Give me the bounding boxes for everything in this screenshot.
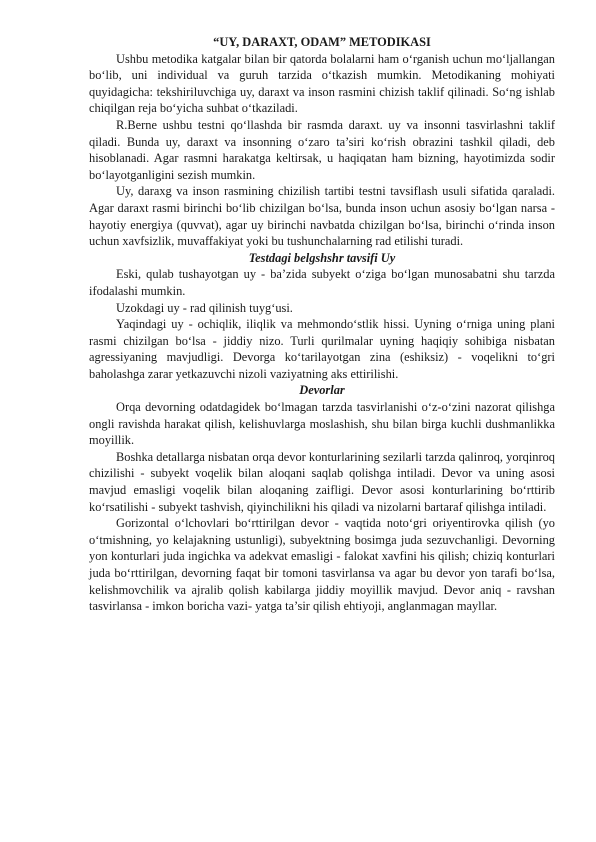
uy-paragraph: Eski, qulab tushayotgan uy - ba’zida subyekt o‘ziga bo‘lgan munosabatni shu tarzda ifodalashi mumkin. [89, 267, 555, 298]
document-page [89, 34, 555, 615]
document-title: “UY, DARAXT, ODAM” METODIKASI [213, 35, 431, 49]
intro-paragraph: Ushbu metodika katgalar bilan bir qatorda bolalarni ham o‘rganish uchun mo‘ljallangan bo‘lib, uni individual va guruh tarzida o‘tkazish mumkin. Metodikaning mohiyati quyidagicha: tekshiriluvchiga uy, daraxt va inson rasmini chizish taklif qilinadi. So‘ng ishlab chiqilgan reja bo‘yicha suhbat o‘tkaziladi. [89, 51, 555, 116]
uy-paragraph: Uzokdagi uy - rad qilinish tuyg‘usi. [116, 300, 293, 315]
intro-paragraph: R.Berne ushbu testni qo‘llashda bir rasmda daraxt. uy va insonni tasvirlashni taklif qiladi. Bunda uy, daraxt va insonning o‘zaro ta’siri ko‘rish obrazini tashkil qiladi, deb hisoblanadi. Agar rasmni harakatga keltirsak, u haqiqatan ham bizning, hayotimizda sodir bo‘layotganligini sezish mumkin. [89, 117, 555, 182]
intro-paragraph: Uy, daraxg va inson rasmining chizilish tartibi testni tavsiflash usuli sifatida qaraladi. Agar daraxt rasmi birinchi bo‘lib chizilgan bo‘lsa, bunda inson uchun asosiy bo‘lgan narsa - hayotiy energiya (quvvat), agar uy birinchi navbatda chizilgan bo‘lsa, birinchi o‘rinda inson uchun xavfsizlik, muvaffakiyat yoki bu tushunchalarning rad etilishi turadi. [89, 184, 555, 249]
devorlar-paragraph: Orqa devorning odatdagidek bo‘lmagan tarzda tasvirlanishi o‘z-o‘zini nazorat qilishga ongli ravishda harakat qilish, kelishuvlarga moslashish, shu bilan birga kuchli dushmanlikka moyillik. [89, 400, 555, 448]
uy-paragraph: Yaqindagi uy - ochiqlik, iliqlik va mehmondo‘stlik hissi. Uyning o‘rniga uning plani rasmi chizilgan bo‘lsa - jiddiy nizo. Turli qurilmalar uyning haqiqiy sohibiga nisbatan agressiyaning mavjudligi. Devorga ko‘tarilayotgan zina (eshiksiz) - voqelikni to‘gri baholashga zarar yetkazuvchi nizoli vaziyatning aks ettirilishi. [89, 317, 555, 381]
section-heading-uy: Testdagi belgshshr tavsifi Uy [248, 250, 396, 265]
devorlar-paragraph: Gorizontal o‘lchovlari bo‘rttirilgan devor - vaqtida noto‘gri oriyentirovka qilish (yo o‘tmishning, yo kelajakning ustunligi), subyektning bosimga juda sezuvchanligi. Devorning yon konturlari juda ingichka va adekvat emasligi - falokat xavfini his qilish; chiziq konturlari juda bo‘rttirilgan, devorning faqat bir tomoni tasvirlansa va agar bu devor yon tarafi bo‘lsa, kelishmovchilik va ajralib qolish kabilarga jiddiy moyillik mavjud. Devor aniq - ravshan tasvirlansa - imkon boricha vazi- yatga ta’sir qilish ehtiyoji, anglanmagan mayllar. [89, 516, 555, 614]
devorlar-paragraph: Boshka detallarga nisbatan orqa devor konturlarining sezilarli tarzda qalinroq, yorqinroq chizilishi - subyekt voqelik bilan aloqani saqlab qolishga intiladi. Devor va uning asosi mavjud emasligi voqelik bilan aloqaning zaifligi. Devor asosi konturlarining bo‘rttirib ko‘rsatilishi - subyekt tashvish, qiyinchilikni his qiladi va nizolarni bartaraf qilishga intiladi. [89, 449, 555, 514]
section-heading-devorlar: Devorlar [299, 383, 345, 398]
